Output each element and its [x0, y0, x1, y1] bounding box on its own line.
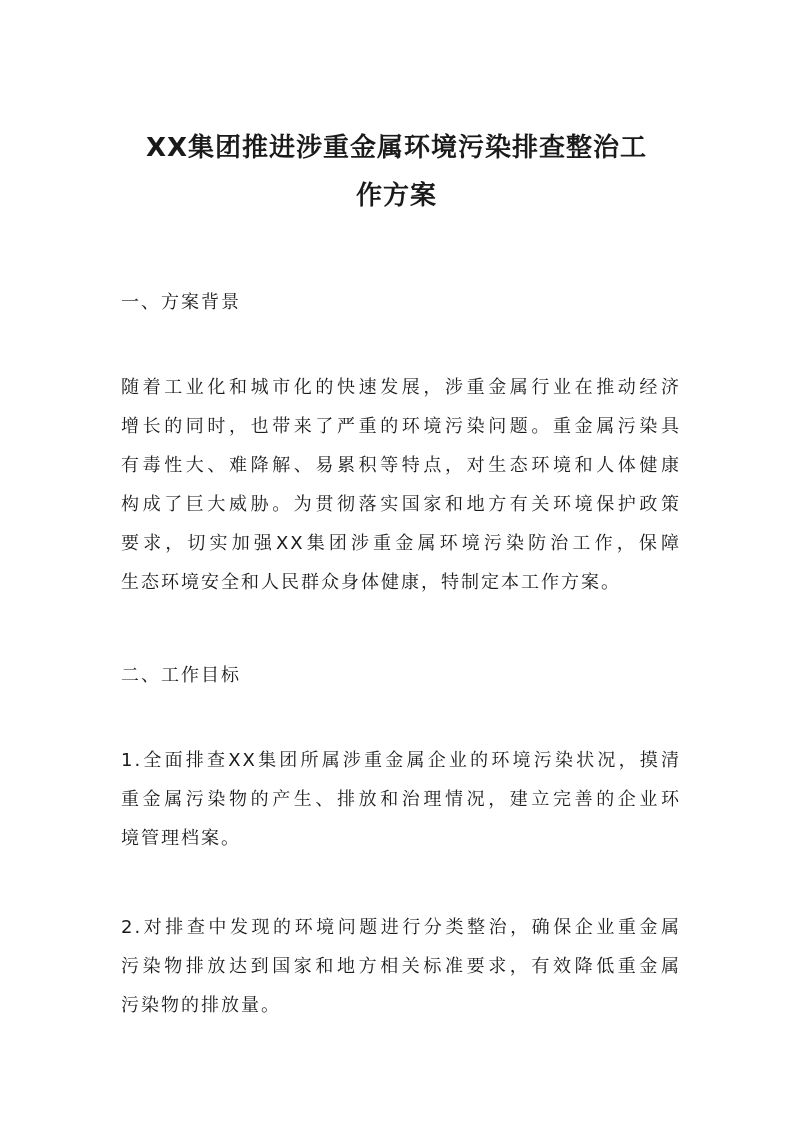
document-title [100, 124, 693, 220]
paragraph-line: 增长的同时，也带来了严重的环境污染问题。重金属污染具 [121, 416, 681, 437]
title-line: XX集团推进涉重金属环境污染排查整治工 [145, 133, 648, 163]
paragraph-line: 污染物排放达到国家和地方相关标准要求，有效降低重金属 [121, 956, 681, 977]
paragraph-line: 1.全面排查XX集团所属涉重金属企业的环境污染状况，摸清 [121, 750, 681, 771]
paragraph-line: 要求，切实加强XX集团涉重金属环境污染防治工作，保障 [121, 533, 681, 554]
paragraph-line: 重金属污染物的产生、排放和治理情况，建立完善的企业环 [121, 789, 681, 810]
paragraph-line: 构成了巨大威胁。为贯彻落实国家和地方有关环境保护政策 [121, 494, 681, 515]
paragraph-line: 有毒性大、难降解、易累积等特点，对生态环境和人体健康 [121, 455, 681, 476]
section-heading-goals: 二、工作目标 [121, 665, 241, 686]
paragraph-line: 随着工业化和城市化的快速发展，涉重金属行业在推动经济 [121, 377, 681, 398]
goal-item-1 [121, 741, 681, 858]
paragraph-line: 2.对排查中发现的环境问题进行分类整治，确保企业重金属 [121, 917, 681, 938]
title-line: 作方案 [355, 181, 437, 211]
paragraph-line: 境管理档案。 [121, 828, 241, 849]
goal-item-2 [121, 908, 681, 1025]
section-heading-background: 一、方案背景 [121, 292, 241, 313]
paragraph-line: 污染物的排放量。 [121, 995, 281, 1016]
background-paragraph [121, 368, 681, 602]
paragraph-line: 生态环境安全和人民群众身体健康，特制定本工作方案。 [121, 572, 621, 593]
